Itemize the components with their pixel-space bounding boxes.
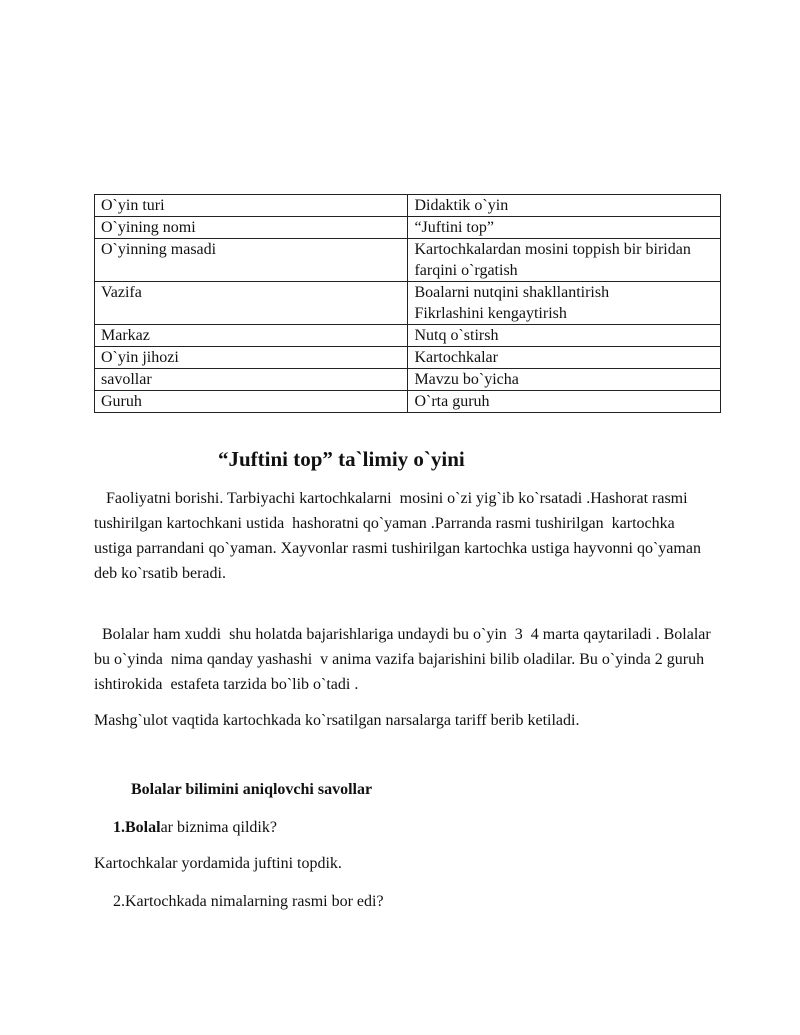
table-row bbox=[95, 217, 721, 239]
table-row bbox=[95, 347, 721, 369]
row-value: “Juftini top” bbox=[408, 217, 721, 239]
table-row bbox=[95, 282, 721, 325]
paragraph-lesson: Mashg`ulot vaqtida kartochkada ko`rsatilgan narsalarga tariff berib ketiladi. bbox=[94, 712, 580, 729]
paragraph-activity: Faoliyatni borishi. Tarbiyachi kartochkalarni mosini o`zi yig`ib ko`rsatadi .Hashorat rasmi tushirilgan kartochkani ustida hashoratni qo`yaman .Parranda rasmi tushirilgan kartochka ustiga parrandani qo`yaman. Xayvonlar rasmi tushirilgan kartochka ustiga hayvonni qo`yaman deb ko`rsatib beradi. bbox=[94, 490, 709, 582]
document-title: “Juftini top” ta`limiy o`yini bbox=[218, 447, 465, 471]
table-row bbox=[95, 195, 721, 217]
row-label: savollar bbox=[95, 369, 408, 391]
question-1-rest: ar biznima qildik? bbox=[160, 819, 277, 836]
row-value: O`rta guruh bbox=[408, 391, 721, 413]
row-label: Guruh bbox=[95, 391, 408, 413]
answer-1: Kartochkalar yordamida juftini topdik. bbox=[94, 855, 342, 872]
questions-heading: Bolalar bilimini aniqlovchi savollar bbox=[131, 781, 373, 798]
question-1 bbox=[113, 817, 277, 839]
table-row bbox=[95, 325, 721, 347]
row-label: O`yin turi bbox=[95, 195, 408, 217]
row-label: Vazifa bbox=[95, 282, 408, 325]
row-label: O`yin jihozi bbox=[95, 347, 408, 369]
value-line: Boalarni nutqini shakllantirish bbox=[414, 284, 610, 301]
row-label: Markaz bbox=[95, 325, 408, 347]
row-value: Mavzu bo`yicha bbox=[408, 369, 721, 391]
row-value: Kartochkalar bbox=[408, 347, 721, 369]
row-value: Kartochkalardan mosini toppish bir biridan farqini o`rgatish bbox=[408, 239, 721, 282]
value-line: Fikrlashini kengaytirish bbox=[414, 305, 567, 322]
row-label: O`yining nomi bbox=[95, 217, 408, 239]
row-value: Didaktik o`yin bbox=[408, 195, 721, 217]
table-row bbox=[95, 391, 721, 413]
row-label: O`yinning masadi bbox=[95, 239, 408, 282]
question-2: 2.Kartochkada nimalarning rasmi bor edi? bbox=[113, 893, 384, 910]
paragraph-children: Bolalar ham xuddi shu holatda bajarishlariga undaydi bu o`yin 3 4 marta qaytariladi . Bolalar bu o`yinda nima qanday yashashi v anima vazifa bajarishini bilib oladilar. Bu o`yinda 2 guruh ishtirokida estafeta tarzida bo`lib o`tadi . bbox=[94, 626, 715, 693]
table-row bbox=[95, 239, 721, 282]
question-1-bold: 1.Bolal bbox=[113, 819, 161, 836]
row-value bbox=[408, 282, 721, 325]
row-value: Nutq o`stirsh bbox=[408, 325, 721, 347]
game-info-table bbox=[94, 194, 721, 413]
table-row bbox=[95, 369, 721, 391]
